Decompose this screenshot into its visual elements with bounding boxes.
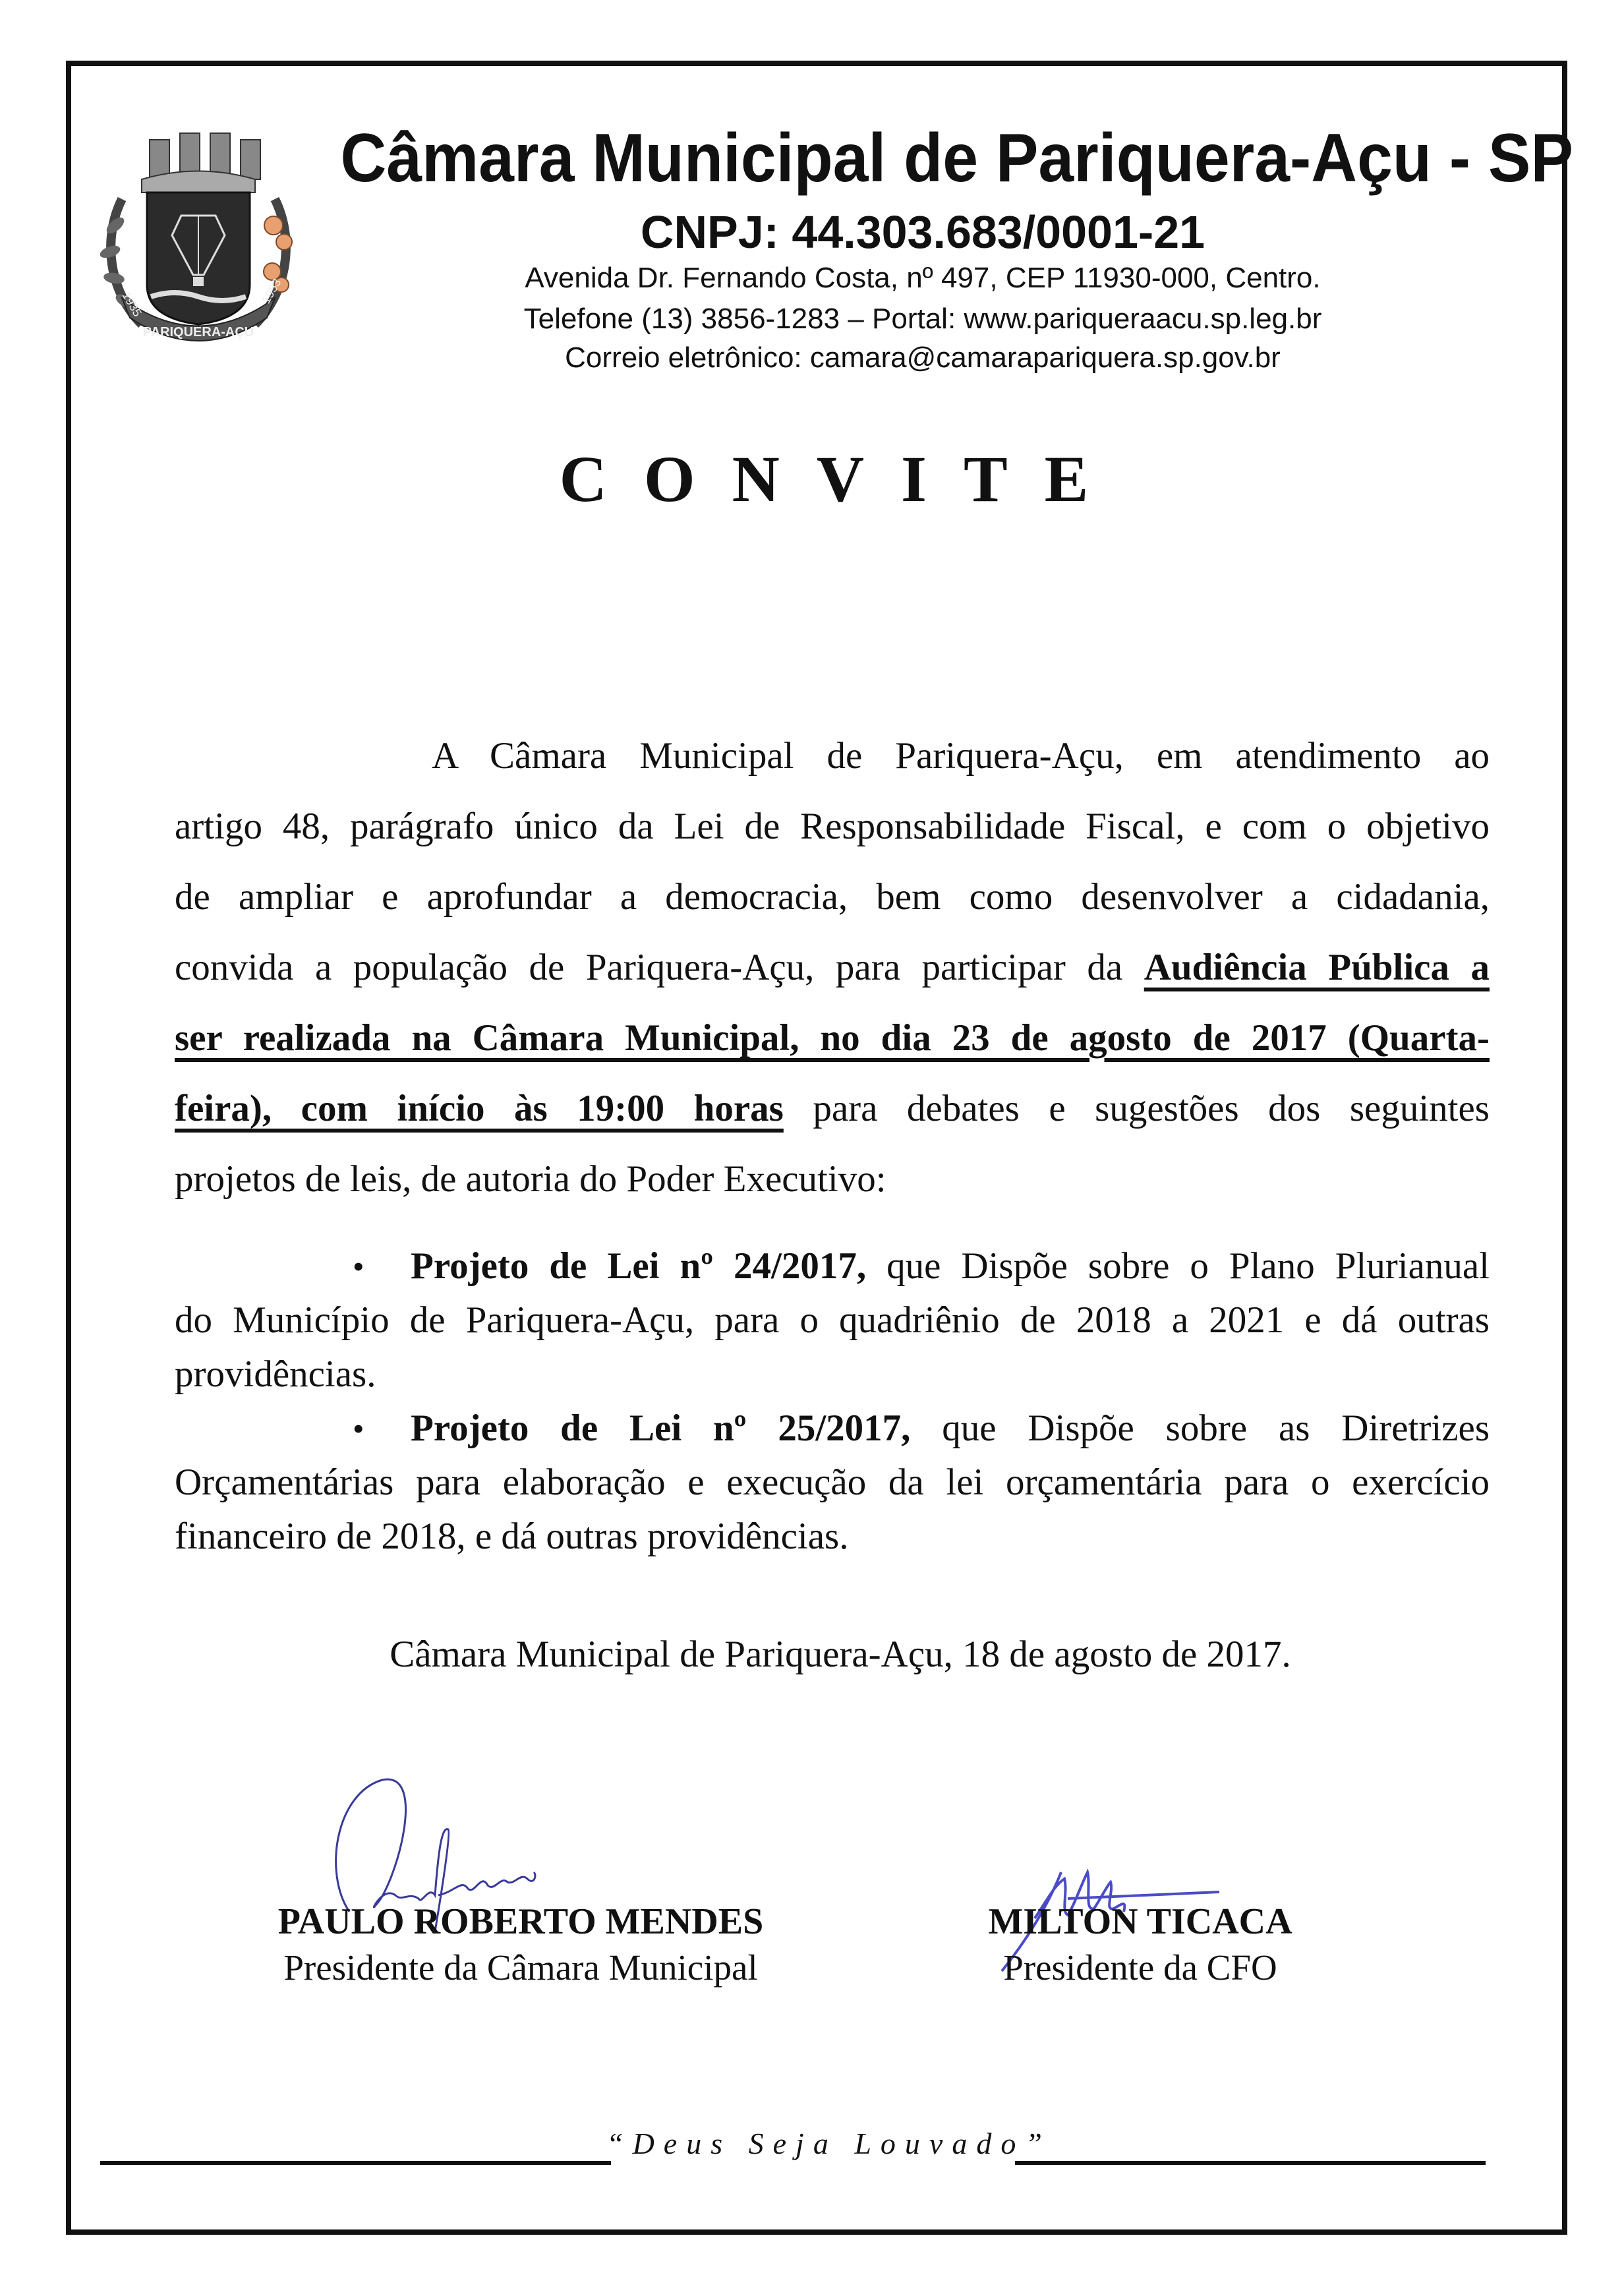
project-line: providências. [175,1353,376,1395]
footer-rule-left [100,2161,611,2165]
svg-text:1953: 1953 [259,276,284,306]
document-heading: CONVITE [559,442,1126,516]
body-text: convida a população de Pariquera-Açu, para participar da [175,947,1144,988]
bullet-icon: • [353,1410,364,1447]
body-text: para debates e sugestões dos seguintes [783,1088,1490,1129]
institution-title: Câmara Municipal de Pariquera-Açu - SP [340,120,1573,196]
invitation-paragraph [175,721,1490,1214]
date-line: Câmara Municipal de Pariquera-Açu, 18 de agosto de 2017. [390,1634,1291,1675]
body-line: A Câmara Municipal de Pariquera-Açu, em atendimento ao [432,735,1490,777]
body-line [175,1003,1490,1073]
svg-text:1935: 1935 [119,289,144,319]
projects-list [175,1239,1490,1564]
emphasis-text: Audiência Pública a [1144,947,1490,988]
address: Avenida Dr. Fernando Costa, nº 497, CEP 11930-000, Centro. [525,262,1321,294]
phone-portal: Telefone (13) 3856-1283 – Portal: www.pariqueraacu.sp.leg.br [523,303,1322,335]
body-line: artigo 48, parágrafo único da Lei de Responsabilidade Fiscal, e com o objetivo [175,806,1490,847]
svg-text:PARIQUERA-AÇU: PARIQUERA-AÇU [142,325,254,339]
project-line: do Município de Pariquera-Açu, para o quadriênio de 2018 a 2021 e dá outras [175,1299,1490,1341]
project-item-1-title-line [175,1239,1490,1293]
body-line: projetos de leis, de autoria do Poder Executivo: [175,1158,886,1200]
project-desc: que Dispõe sobre o Plano Plurianual [866,1245,1490,1287]
emphasis-text: ser realizada na Câmara Municipal, no dia 23 de agosto de 2017 (Quarta- [175,1017,1490,1059]
project-title: Projeto de Lei nº 25/2017, [411,1407,911,1449]
cnpj: CNPJ: 44.303.683/0001-21 [640,206,1205,258]
body-line [175,932,1490,1003]
project-desc: que Dispõe sobre as Diretrizes [910,1407,1490,1449]
emphasis-text: feira), com início às 19:00 horas [175,1088,784,1129]
project-title: Projeto de Lei nº 24/2017, [411,1245,867,1287]
signatory-name: MILTON TICACA [988,1901,1292,1942]
project-line: financeiro de 2018, e dá outras providências. [175,1516,849,1557]
email: Correio eletrônico: camara@camarapariquera.sp.gov.br [565,341,1281,374]
coat-of-arms-logo [96,127,301,344]
footer-motto: “Deus Seja Louvado” [606,2127,1051,2160]
bullet-icon: • [353,1248,364,1285]
footer-rule-right [1015,2161,1486,2165]
body-line: de ampliar e aprofundar a democracia, bem como desenvolver a cidadania, [175,876,1490,918]
project-line: Orçamentárias para elaboração e execução da lei orçamentária para o exercício [175,1461,1490,1503]
signatory-name: PAULO ROBERTO MENDES [277,1901,764,1942]
project-item-2-title-line [175,1402,1490,1456]
signatory-role: Presidente da CFO [1003,1947,1277,1988]
signatory-role: Presidente da Câmara Municipal [283,1947,758,1988]
body-line [175,1073,1490,1144]
